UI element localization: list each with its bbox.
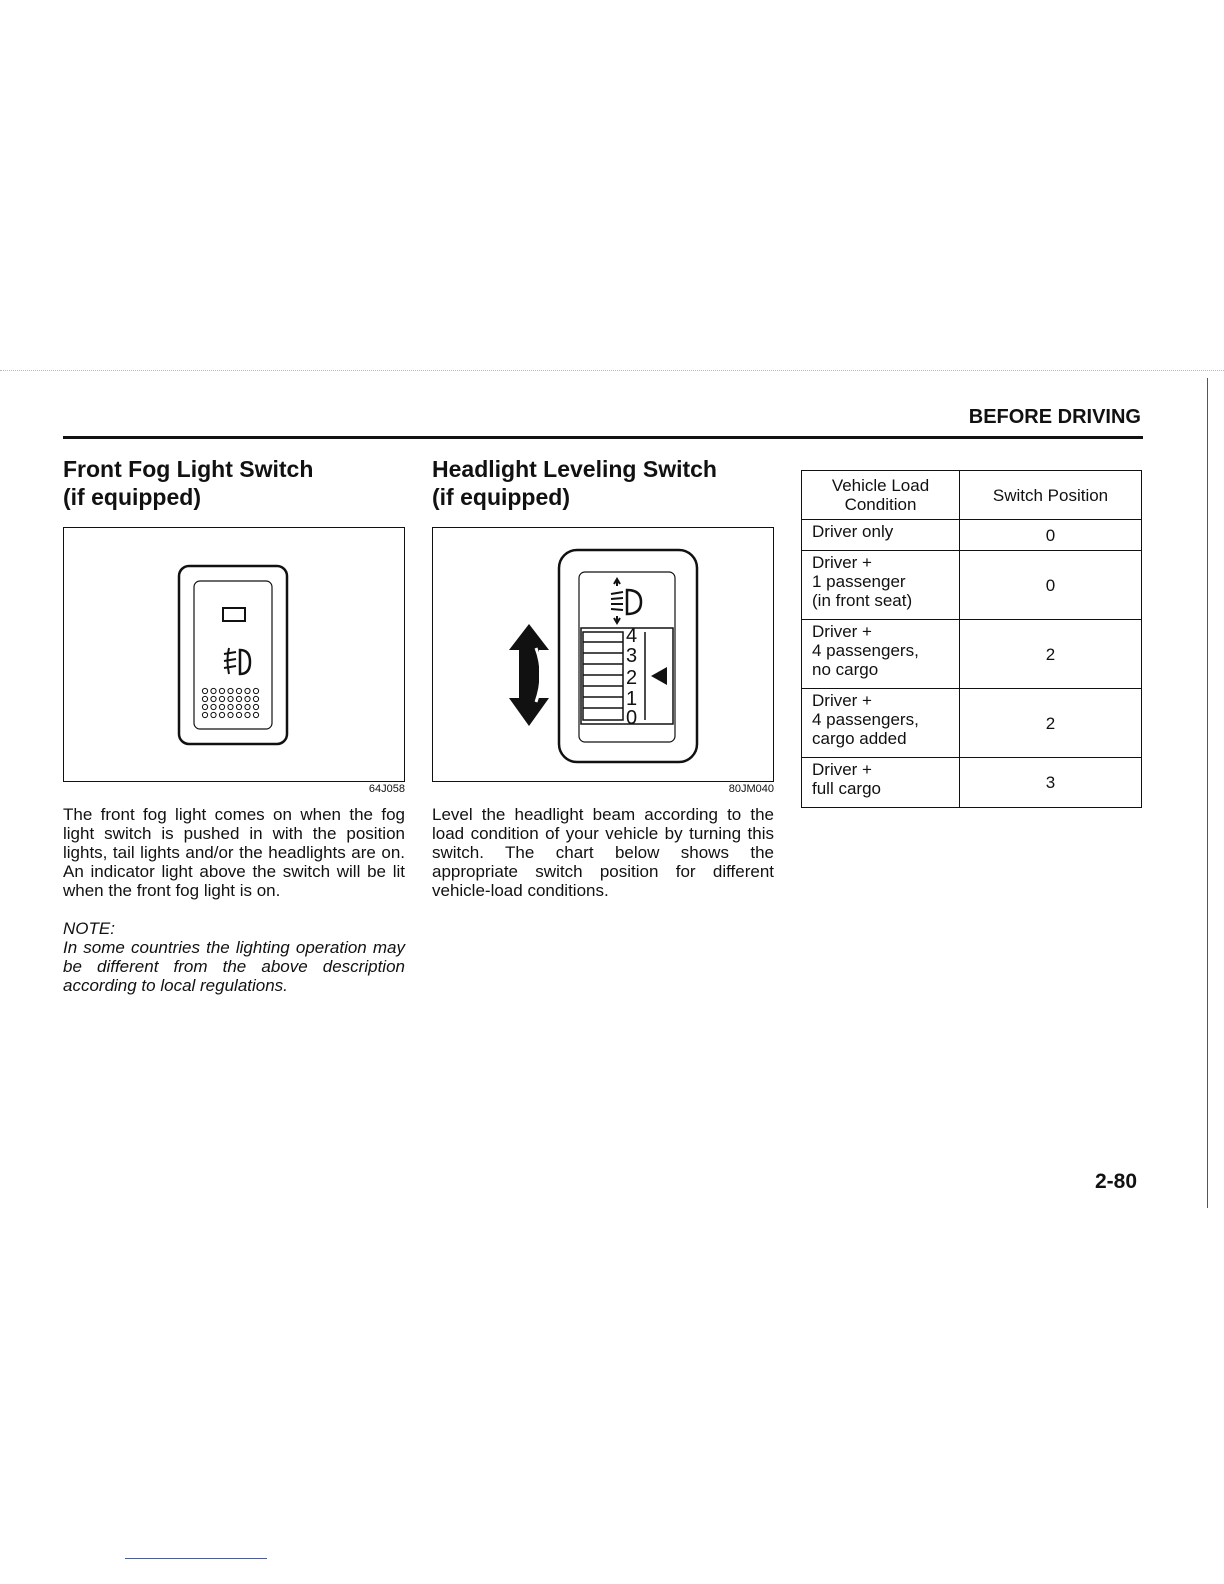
row-condition [802,689,960,758]
condition-line: Driver + [812,553,872,572]
fog-title-line2: (if equipped) [63,484,201,510]
leveling-switch-illustration [433,528,773,781]
fog-light-icon [224,648,250,674]
leveling-section [432,455,774,900]
leveling-switch-figure [432,527,774,782]
fog-light-heading [63,455,405,511]
leveling-figure-code: 80JM040 [728,783,774,795]
condition-line: no cargo [812,660,879,679]
condition-line: cargo added [812,729,907,748]
row-condition [802,758,960,808]
dial-number-1: 1 [626,688,638,710]
leveling-title-line2: (if equipped) [432,484,570,510]
load-condition-table [801,470,1142,808]
fog-figure-code: 64J058 [368,783,405,795]
dial-number-0: 0 [626,707,638,729]
row-position: 2 [960,620,1142,689]
condition-line: 1 passenger [812,572,906,591]
row-condition [802,551,960,620]
fog-body-text: The front fog light comes on when the fog light switch is pushed in with the position lights, tail lights and/or the headlights are on. An indicator light above the switch will be lit when the front fog light is on. [63,805,405,900]
leveling-body-text: Level the headlight beam according to the load condition of your vehicle by turning this switch. The chart below shows the appropriate switch position for different vehicle-load conditions. [432,805,774,900]
header-vehicle-load: Vehicle Load Condition [802,471,960,520]
table-row [802,620,1142,689]
row-position: 3 [960,758,1142,808]
row-condition [802,620,960,689]
fog-switch-illustration [64,528,404,781]
condition-line: Driver + [812,691,872,710]
table-row [802,758,1142,808]
table-row [802,689,1142,758]
leveling-title-line1: Headlight Leveling Switch [432,456,717,482]
note-text: In some countries the lighting operation may be different from the above description according to local regulations. [63,938,405,995]
header-switch-position: Switch Position [960,471,1142,520]
condition-line: Driver + [812,622,872,641]
fog-light-section [63,455,405,995]
table-header-row [802,471,1142,520]
page-number: 2-80 [1095,1170,1138,1193]
dial-number-3: 3 [626,645,638,667]
row-position: 0 [960,520,1142,551]
condition-line: Driver + [812,760,872,779]
condition-line: 4 passengers, [812,641,919,660]
row-condition [802,520,960,551]
up-down-arrow-icon [509,624,549,726]
scan-artifact-line [0,370,1224,372]
fog-note [63,919,405,995]
row-position: 2 [960,689,1142,758]
note-label: NOTE: [63,919,115,938]
dial-number-4: 4 [626,625,638,647]
condition-line: 4 passengers, [812,710,919,729]
page-edge-rule [1207,378,1208,1208]
footer-link-underline [125,1558,267,1559]
condition-line: Driver only [812,522,894,541]
section-header [63,406,1143,439]
dial-number-2: 2 [626,667,638,689]
table-row [802,520,1142,551]
condition-line: (in front seat) [812,591,913,610]
leveling-dial-wheel[interactable] [583,632,623,720]
fog-switch-figure [63,527,405,782]
leveling-heading [432,455,774,511]
section-title: BEFORE DRIVING [968,406,1141,428]
headlight-level-icon [611,579,641,623]
row-position: 0 [960,551,1142,620]
condition-line: full cargo [812,779,881,798]
table-row [802,551,1142,620]
switch-grip-dots [202,688,258,717]
position-pointer-icon [651,667,667,685]
fog-title-line1: Front Fog Light Switch [63,456,314,482]
